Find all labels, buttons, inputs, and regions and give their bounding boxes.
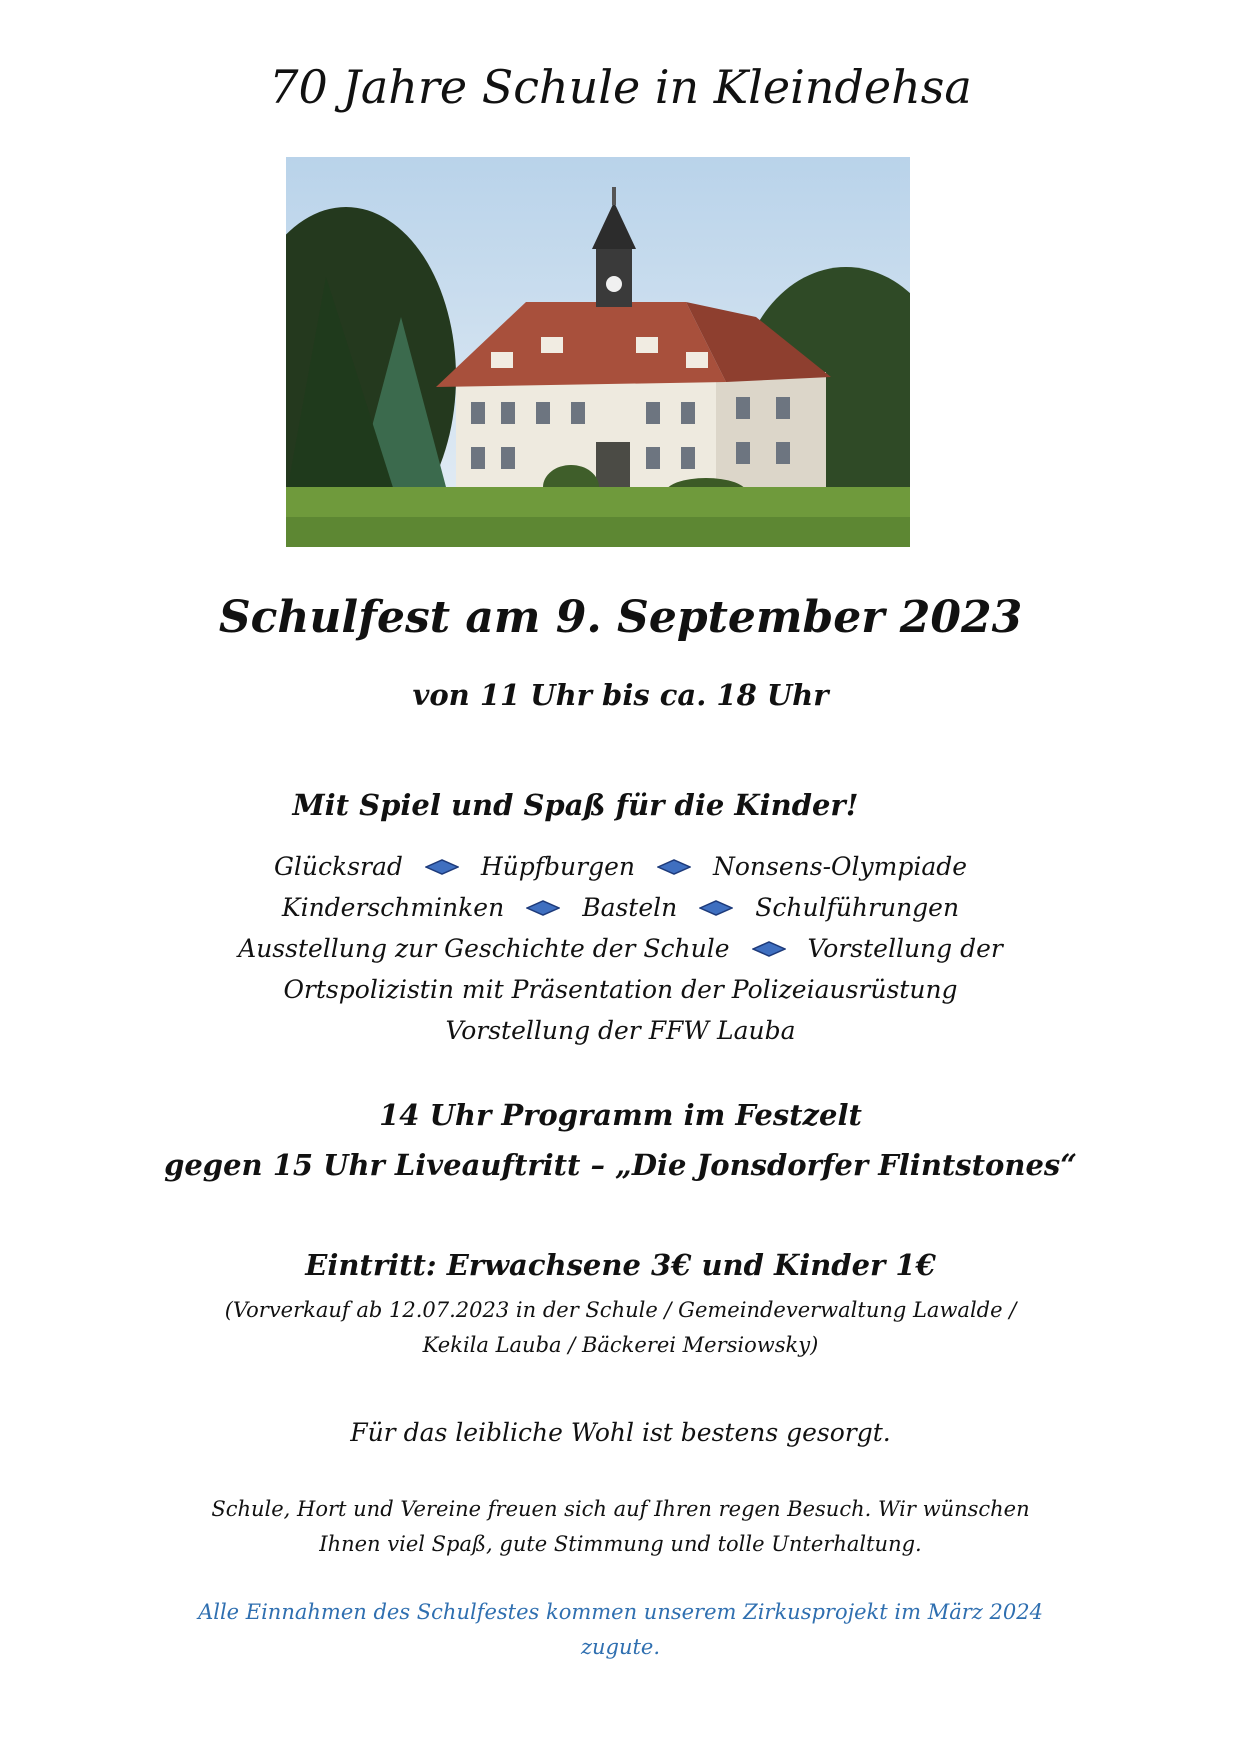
program-line-1: 14 Uhr Programm im Festzelt <box>379 1098 862 1132</box>
admission-heading: Eintritt: Erwachsene 3€ und Kinder 1€ <box>305 1248 936 1282</box>
program-line-2: gegen 15 Uhr Liveauftritt – „Die Jonsdorfer Flintstones“ <box>164 1148 1077 1182</box>
activity-basteln: Basteln <box>582 893 678 922</box>
activity-huepfburgen: Hüpfburgen <box>480 852 635 881</box>
activity-vorstellung: Vorstellung der <box>807 934 1003 963</box>
catering-note: Für das leibliche Wohl ist bestens gesorgt. <box>350 1418 891 1447</box>
school-building-photo <box>286 157 910 547</box>
presale-line-2: Kekila Lauba / Bäckerei Mersiowsky) <box>422 1333 819 1357</box>
proceeds-note-line-2: zugute. <box>580 1635 661 1659</box>
page-title: 70 Jahre Schule in Kleindehsa <box>269 60 972 114</box>
closing-line-2: Ihnen viel Spaß, gute Stimmung und tolle Unterhaltung. <box>319 1532 922 1556</box>
activity-nonsens-olympiade: Nonsens-Olympiade <box>712 852 968 881</box>
event-headline: Schulfest am 9. September 2023 <box>218 592 1023 643</box>
activity-gluecksrad: Glücksrad <box>273 852 403 881</box>
kids-heading: Mit Spiel und Spaß für die Kinder! <box>292 788 859 822</box>
activities-row-1 <box>0 852 1241 881</box>
activity-ortspolizistin: Ortspolizistin mit Präsentation der Polizeiausrüstung <box>283 975 958 1004</box>
activity-ffw-lauba: Vorstellung der FFW Lauba <box>445 1016 796 1045</box>
activities-row-2 <box>0 893 1241 922</box>
activities-row-3 <box>0 934 1241 963</box>
diamond-icon <box>425 859 459 875</box>
diamond-icon <box>752 941 786 957</box>
presale-line-1: (Vorverkauf ab 12.07.2023 in der Schule / Gemeindeverwaltung Lawalde / <box>224 1298 1017 1322</box>
activity-kinderschminken: Kinderschminken <box>281 893 505 922</box>
event-time: von 11 Uhr bis ca. 18 Uhr <box>412 678 829 712</box>
diamond-icon <box>526 900 560 916</box>
closing-line-1: Schule, Hort und Vereine freuen sich auf Ihren regen Besuch. Wir wünschen <box>211 1497 1030 1521</box>
diamond-icon <box>657 859 691 875</box>
diamond-icon <box>699 900 733 916</box>
proceeds-note-line-1: Alle Einnahmen des Schulfestes kommen unserem Zirkusprojekt im März 2024 <box>198 1600 1043 1624</box>
activity-ausstellung: Ausstellung zur Geschichte der Schule <box>238 934 730 963</box>
activity-schulfuehrungen: Schulführungen <box>755 893 960 922</box>
